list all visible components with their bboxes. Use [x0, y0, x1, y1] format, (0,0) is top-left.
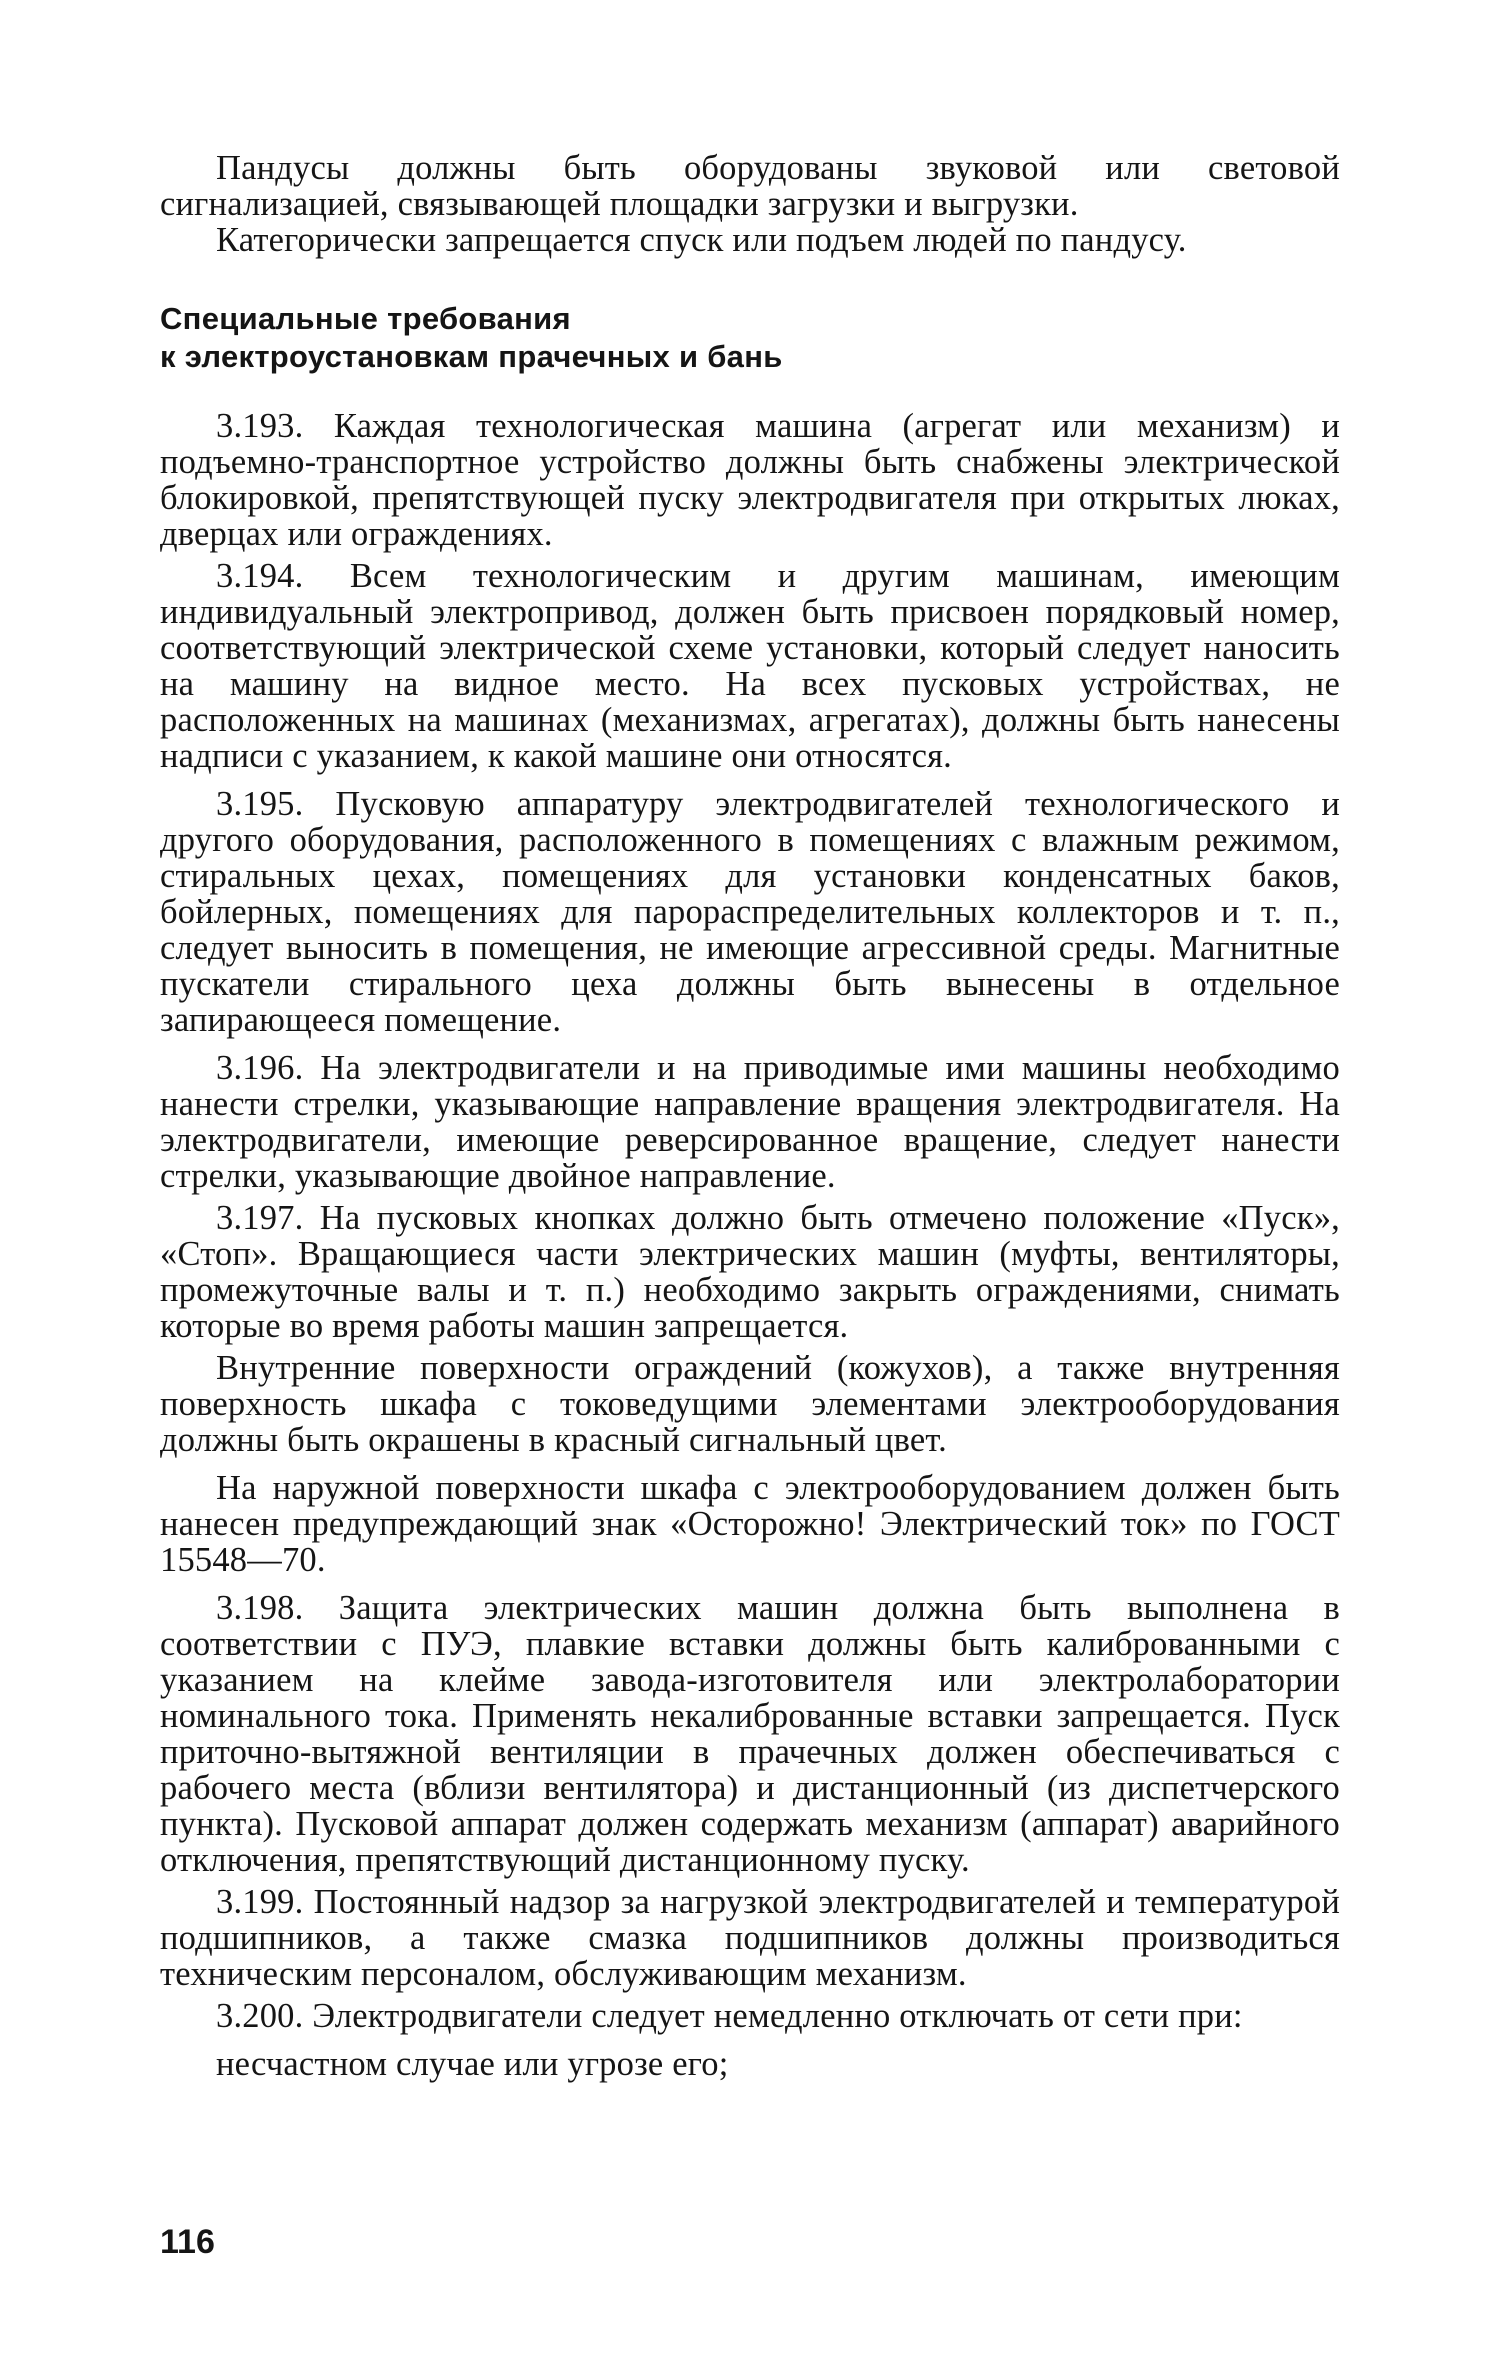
paragraph-text: несчастном случае или угрозе его; — [216, 2045, 729, 2083]
paragraph-text: На наружной поверхности шкафа с электрооборудованием должен быть нанесен предупреждающий знак «Осторожно! Электрический ток» по ГОСТ 15548—70. — [160, 1469, 1340, 1579]
clause-number: 3.198. — [216, 1589, 304, 1627]
clause-text: Защита электрических машин должна быть выполнена в соответствии с ПУЭ, плавкие вставки должны быть калиброванными с указанием на клейме завода-изготовителя или электролаборатории номинального тока. Применять некалиброванные вставки запрещается. Пуск приточно-вытяжной вентиляции в прачечных должен обеспечиваться с рабочего места (вблизи вентилятора) и дистанционный (из диспетчерского пункта). Пусковой аппарат должен содержать механизм (аппарат) аварийного отключения, препятствующий дистанционному пуску. — [160, 1589, 1340, 1879]
clause-number: 3.199. — [216, 1883, 304, 1921]
paragraph-3-195 — [160, 786, 1340, 1038]
paragraph-list-item — [160, 2046, 1340, 2082]
page-body — [160, 150, 1340, 2082]
paragraph-warning-sign — [160, 1470, 1340, 1578]
clause-number: 3.195. — [216, 785, 304, 823]
clause-text: Всем технологическим и другим машинам, имеющим индивидуальный электропривод, должен быть присвоен порядковый номер, соответствующий электрической схеме установки, который следует наносить на машину на видное место. На всех пусковых устройствах, не расположенных на машинах (механизмах, агрегатах), должны быть нанесены надписи с указанием, к какой машине они относятся. — [160, 557, 1340, 775]
paragraph-3-198 — [160, 1590, 1340, 1878]
paragraph-3-197 — [160, 1200, 1340, 1344]
clause-text: Каждая технологическая машина (агрегат или механизм) и подъемно-транспортное устройство должны быть снабжены электрической блокировкой, препятствующей пуску электродвигателя при открытых люках, дверцах или ограждениях. — [160, 407, 1340, 553]
section-heading — [160, 300, 1340, 376]
clause-number: 3.193. — [216, 407, 304, 445]
clause-text: На электродвигатели и на приводимые ими машины необходимо нанести стрелки, указывающие направление вращения электродвигателя. На электродвигатели, имеющие реверсированное вращение, следует нанести стрелки, указывающие двойное направление. — [160, 1049, 1341, 1195]
paragraph-3-196 — [160, 1050, 1340, 1194]
clause-number: 3.197. — [216, 1199, 304, 1237]
clause-text: Постоянный надзор за нагрузкой электродвигателей и температурой подшипников, а также смазка подшипников должны производиться техническим персоналом, обслуживающим механизм. — [160, 1883, 1340, 1993]
paragraph-text: Внутренние поверхности ограждений (кожухов), а также внутренняя поверхность шкафа с токоведущими элементами электрооборудования должны быть окрашены в красный сигнальный цвет. — [160, 1349, 1340, 1459]
paragraph-3-200 — [160, 1998, 1340, 2034]
section-heading-line-1: Специальные требования — [160, 301, 571, 336]
paragraph-3-194 — [160, 558, 1340, 774]
clause-text: Пусковую аппаратуру электродвигателей технологического и другого оборудования, расположенного в помещениях с влажным режимом, стиральных цехах, помещениях для установки конденсатных баков, бойлерных, помещениях для парораспределительных коллекторов и т. п., следует выносить в помещения, не имеющие агрессивной среды. Магнитные пускатели стирального цеха должны быть вынесены в отдельное запирающееся помещение. — [160, 785, 1340, 1039]
page-number: 116 — [160, 2223, 215, 2261]
intro-paragraph-2: Категорически запрещается спуск или подъем людей по пандусу. — [216, 221, 1187, 259]
clause-number: 3.196. — [216, 1049, 304, 1087]
section-heading-line-2: к электроустановкам прачечных и бань — [160, 339, 783, 374]
intro-paragraph-1: Пандусы должны быть оборудованы звуковой или световой сигнализацией, связывающей площадки загрузки и выгрузки. — [160, 149, 1340, 223]
clause-number: 3.200. — [216, 1997, 304, 2035]
paragraph-inner-surfaces — [160, 1350, 1340, 1458]
clause-number: 3.194. — [216, 557, 304, 595]
clause-text: На пусковых кнопках должно быть отмечено положение «Пуск», «Стоп». Вращающиеся части электрических машин (муфты, вентиляторы, промежуточные валы и т. п.) необходимо закрыть ограждениями, снимать которые во время работы машин запрещается. — [160, 1199, 1341, 1345]
paragraph-3-199 — [160, 1884, 1340, 1992]
paragraph-3-193 — [160, 408, 1340, 552]
clause-text: Электродвигатели следует немедленно отключать от сети при: — [312, 1997, 1243, 2035]
